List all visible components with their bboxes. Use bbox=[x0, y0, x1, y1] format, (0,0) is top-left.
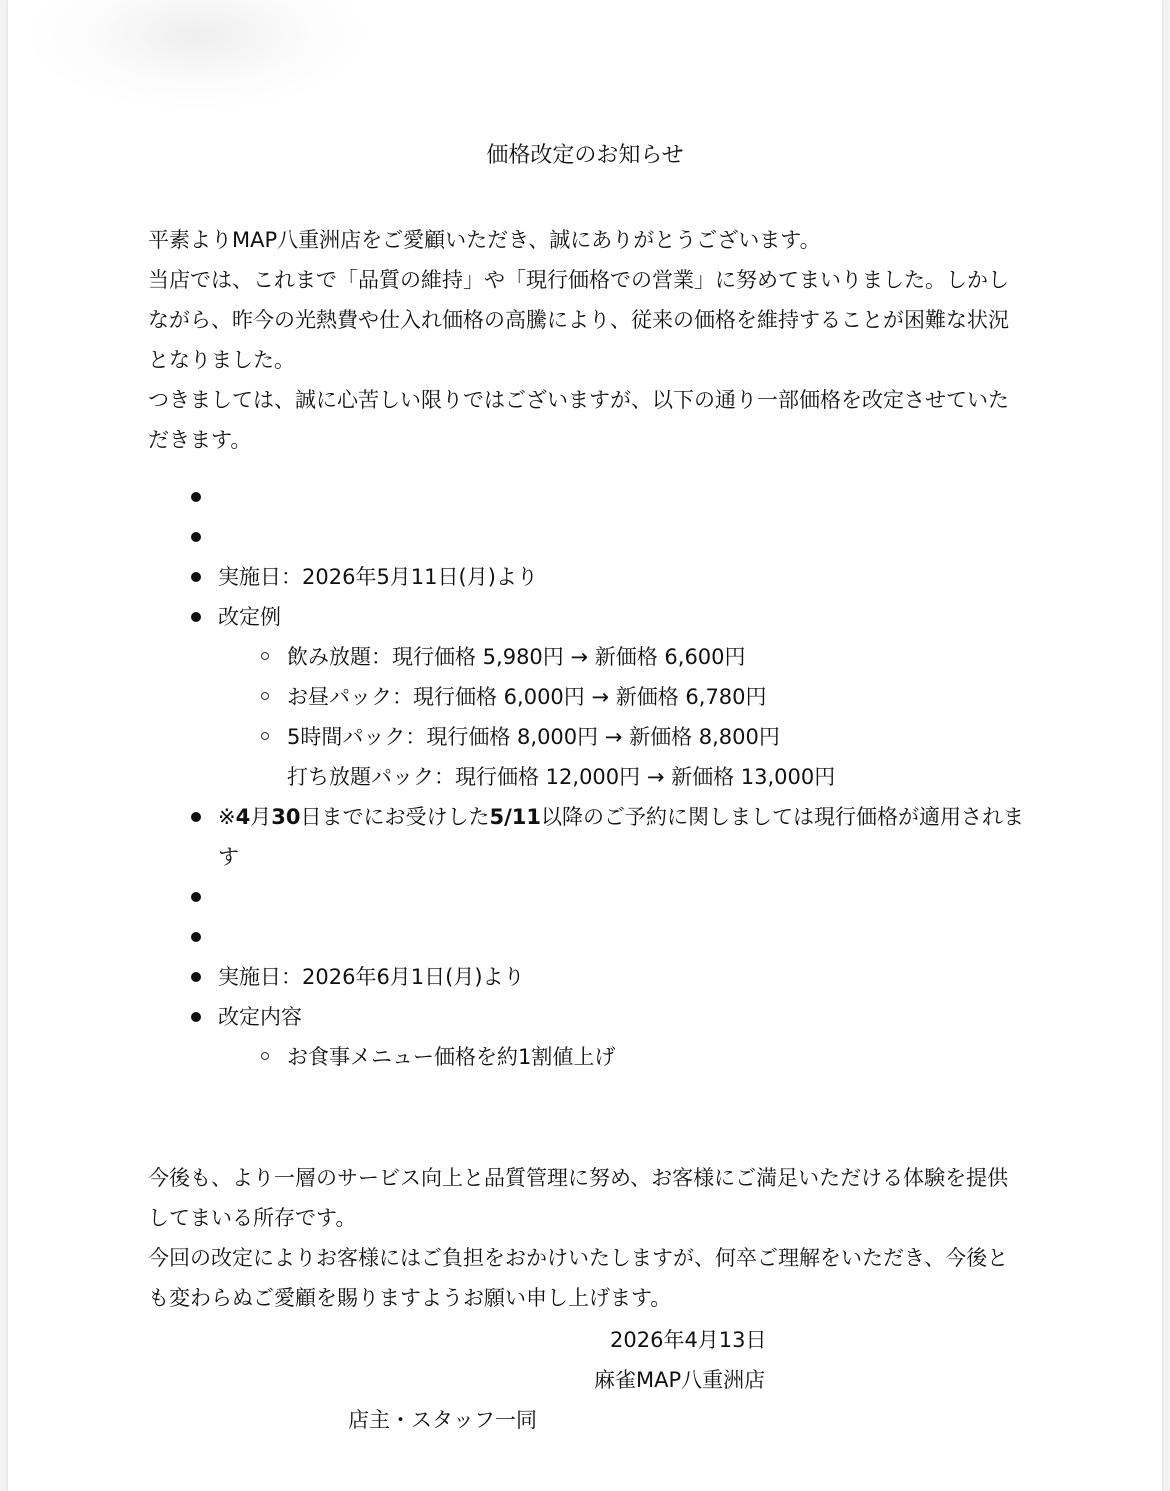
circle-bullet-icon bbox=[261, 652, 269, 660]
note-text: 日までにお受けした bbox=[300, 805, 490, 829]
sub-list-item bbox=[148, 637, 1028, 677]
bullet-icon bbox=[191, 612, 201, 622]
bullet-icon bbox=[191, 972, 201, 982]
note-text: 以降のご予約に関しましては現行価格が適用されます bbox=[218, 805, 1024, 869]
store-name: 麻雀MAP八重洲店 bbox=[594, 1368, 766, 1392]
circle-bullet-icon bbox=[261, 1052, 269, 1060]
list-item bbox=[148, 797, 1028, 877]
bullet-icon bbox=[191, 1012, 201, 1022]
intro-paragraph: つきましては、誠に心苦しい限りではございますが、以下の通り一部価格を改定させていただきます。 bbox=[148, 388, 1009, 452]
closing-paragraph: 今後も、より一層のサービス向上と品質管理に努め、お客様にご満足いただける体験を提供してまいる所存です。 bbox=[148, 1166, 1009, 1230]
circle-bullet-icon bbox=[261, 732, 269, 740]
bullet-icon bbox=[191, 892, 201, 902]
note-text: ※ bbox=[218, 805, 236, 829]
sub-list-item bbox=[148, 757, 1028, 797]
list-item bbox=[148, 557, 1028, 597]
sub-list-item bbox=[148, 717, 1028, 757]
notice-date: 2026年4月13日 bbox=[610, 1328, 767, 1352]
list-item bbox=[148, 597, 1028, 637]
bullet-icon bbox=[191, 932, 201, 942]
note-bold-text: 4 bbox=[235, 805, 251, 829]
bullet-icon bbox=[191, 572, 201, 582]
list-item bbox=[148, 997, 1028, 1037]
price-example: 5時間パック：現行価格 8,000円 → 新価格 8,800円 bbox=[287, 725, 780, 749]
intro-paragraph: 平素よりMAP八重洲店をご愛顧いただき、誠にありがとうございます。 bbox=[148, 228, 821, 252]
list-item bbox=[148, 917, 1028, 957]
revision-content: お食事メニュー価格を約1割値上げ bbox=[287, 1045, 616, 1069]
intro-paragraph: 当店では、これまで「品質の維持」や「現行価格での営業」に努めてまいりました。しかしながら、昨今の光熱費や仕入れ価格の高騰により、従来の価格を維持することが困難な状況となりました。 bbox=[148, 268, 1009, 372]
list-item bbox=[148, 477, 1028, 517]
closing-text bbox=[148, 1158, 1028, 1318]
examples-label: 改定例 bbox=[218, 605, 281, 629]
bullet-icon bbox=[191, 492, 201, 502]
intro-text bbox=[148, 220, 1028, 460]
scan-smudge bbox=[28, 0, 368, 110]
document-page bbox=[8, 0, 1162, 1491]
price-example: お昼パック：現行価格 6,000円 → 新価格 6,780円 bbox=[287, 685, 767, 709]
reservation-note bbox=[218, 805, 1024, 869]
price-example: 飲み放題：現行価格 5,980円 → 新価格 6,600円 bbox=[287, 645, 746, 669]
sub-list-item bbox=[148, 677, 1028, 717]
effective-date-1: 実施日：2026年5月11日(月)より bbox=[218, 565, 538, 589]
list-item bbox=[148, 517, 1028, 557]
bullet-icon bbox=[191, 532, 201, 542]
list-item bbox=[148, 957, 1028, 997]
revision-list bbox=[148, 477, 1028, 1077]
content-label: 改定内容 bbox=[218, 1005, 302, 1029]
circle-bullet-icon bbox=[261, 692, 269, 700]
bullet-icon bbox=[191, 812, 201, 822]
note-bold-text: 5/11 bbox=[489, 805, 541, 829]
list-item bbox=[148, 877, 1028, 917]
sub-list-item bbox=[148, 1037, 1028, 1077]
note-bold-text: 30 bbox=[271, 805, 301, 829]
effective-date-2: 実施日：2026年6月1日(月)より bbox=[218, 965, 525, 989]
closing-paragraph: 今回の改定によりお客様にはご負担をおかけいたしますが、何卒ご理解をいただき、今後とも変わらぬご愛顧を賜りますようお願い申し上げます。 bbox=[148, 1246, 1009, 1310]
note-text: 月 bbox=[250, 805, 272, 829]
signature: 店主・スタッフ一同 bbox=[348, 1408, 537, 1432]
page-title: 価格改定のお知らせ bbox=[486, 143, 684, 168]
price-example: 打ち放題パック：現行価格 12,000円 → 新価格 13,000円 bbox=[287, 765, 836, 789]
